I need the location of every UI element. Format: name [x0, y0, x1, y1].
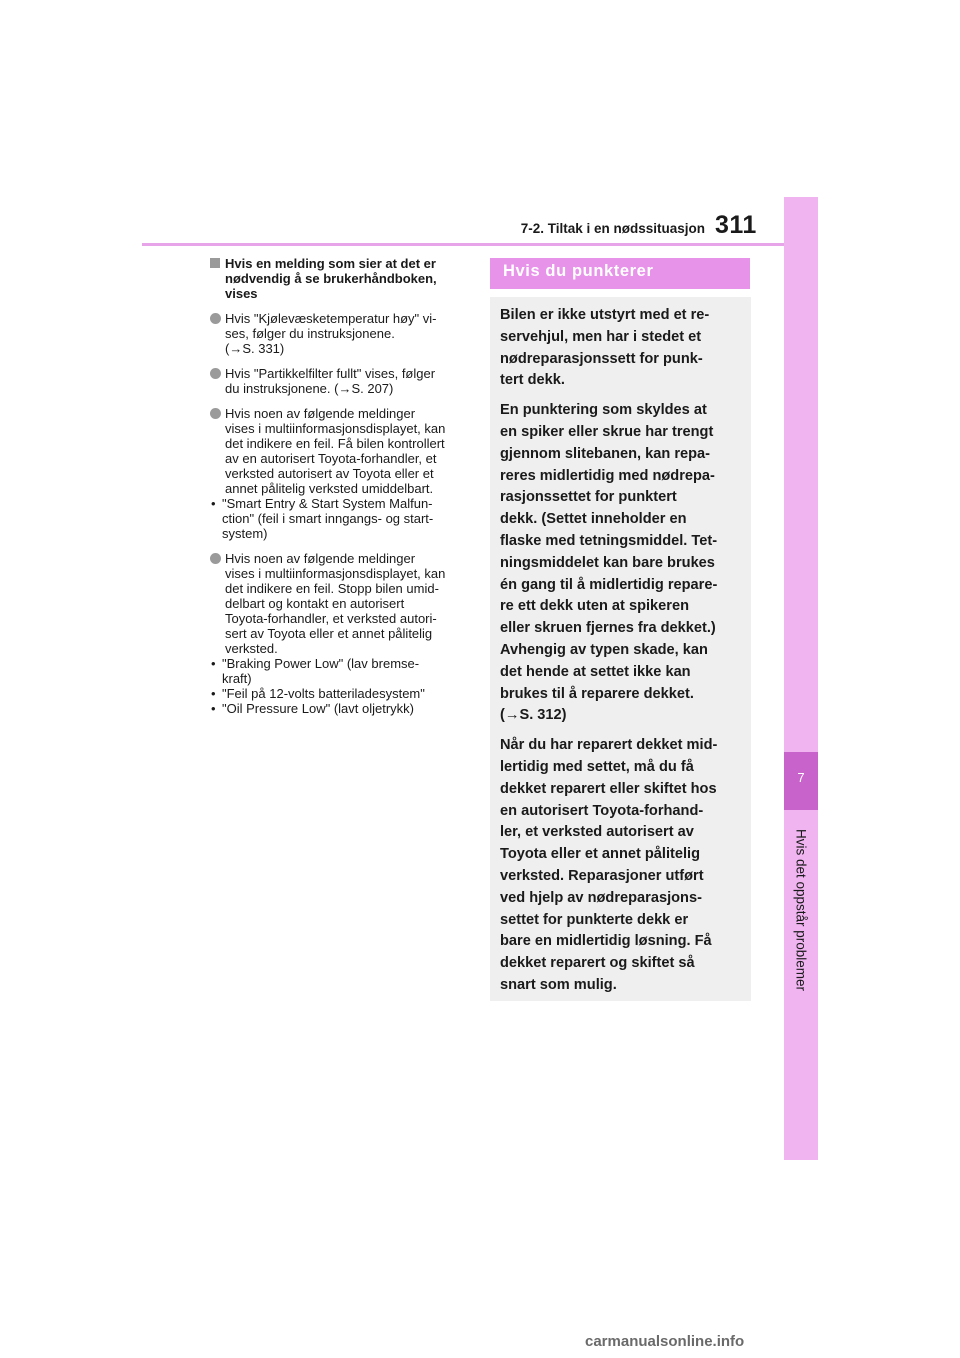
- text-line: Hvis noen av følgende meldinger: [225, 551, 416, 566]
- message-list: [210, 256, 468, 726]
- text-line: det hende at settet ikke kan: [500, 663, 691, 680]
- sub-list-item: [210, 701, 468, 716]
- square-bullet-icon: [210, 258, 220, 268]
- text-line: re ett dekk uten at spikeren: [500, 598, 689, 615]
- sub-list: [210, 656, 468, 716]
- text-line: • "Smart Entry & Start System Malfun-: [222, 496, 433, 511]
- text-line: • "Feil på 12-volts batteriladesystem": [222, 686, 425, 701]
- text-line: reres midlertidig med nødrepa-: [500, 467, 715, 484]
- sub-list-item: [210, 686, 468, 701]
- text-line: nødreparasjonssett for punk-: [500, 350, 703, 367]
- text-line: system): [222, 526, 268, 541]
- text-line: vises i multiinformasjonsdisplayet, kan: [225, 421, 446, 436]
- info-box-title: Hvis du punkterer: [503, 262, 654, 280]
- info-box-text: [500, 305, 746, 1005]
- text-line: rasjonssettet for punktert: [500, 489, 677, 506]
- circle-bullet-icon: [210, 553, 221, 564]
- list-item: [210, 406, 468, 496]
- sub-list-item: [210, 656, 468, 686]
- text-line: Hvis noen av følgende meldinger: [225, 406, 416, 421]
- text-line: én gang til å midlertidig repare-: [500, 576, 718, 593]
- sub-list-item: [210, 496, 468, 541]
- text-line: annet pålitelig verksted umiddelbart.: [225, 481, 434, 496]
- text-line: tert dekk.: [500, 372, 565, 389]
- text-line: Hvis "Kjølevæsketemperatur høy" vi-: [225, 311, 437, 326]
- text-line: Avhengig av typen skade, kan: [500, 641, 708, 658]
- info-paragraph: [500, 735, 746, 997]
- text-line: gjennom slitebanen, kan repa-: [500, 445, 711, 462]
- text-line: nødvendig å se brukerhåndboken,: [225, 271, 437, 286]
- section-title: 7-2. Tiltak i en nødssituasjon: [520, 221, 705, 236]
- circle-bullet-icon: [210, 368, 221, 379]
- subsection-heading: [210, 256, 468, 301]
- text-line: en autorisert Toyota-forhand-: [500, 802, 704, 819]
- text-line: dekket reparert og skiftet så: [500, 955, 695, 972]
- text-line: ses, følger du instruksjonene.: [225, 326, 395, 341]
- text-line: (→S. 331): [225, 341, 285, 356]
- page-number: 311: [715, 211, 757, 239]
- text-line: lertidig med settet, må du få: [500, 758, 694, 775]
- text-line: av en autorisert Toyota-forhandler, et: [225, 451, 437, 466]
- chapter-title: Hvis det oppstår problemer: [793, 828, 809, 992]
- text-line: Bilen er ikke utstyrt med et re-: [500, 307, 710, 323]
- text-line: (→S. 312): [500, 707, 567, 724]
- list-item: [210, 311, 468, 356]
- watermark: carmanualsonline.info: [585, 1333, 745, 1350]
- text-line: Hvis "Partikkelfilter fullt" vises, følger: [225, 366, 436, 381]
- sub-list: [210, 496, 468, 541]
- text-line: Når du har reparert dekket mid-: [500, 737, 718, 754]
- text-line: det indikere en feil. Stopp bilen umid-: [225, 581, 439, 596]
- text-line: ningsmiddelet kan bare brukes: [500, 554, 715, 571]
- text-line: det indikere en feil. Få bilen kontrollert: [225, 436, 445, 451]
- text-line: eller skruen fjernes fra dekket.): [500, 620, 716, 637]
- circle-bullet-icon: [210, 408, 221, 419]
- list-item: [210, 366, 468, 396]
- text-line: En punktering som skyldes at: [500, 402, 707, 419]
- header-divider: [142, 243, 784, 246]
- list-item: [210, 551, 468, 656]
- text-line: brukes til å reparere dekket.: [500, 685, 694, 702]
- text-line: vises i multiinformasjonsdisplayet, kan: [225, 566, 446, 581]
- text-line: • "Oil Pressure Low" (lavt oljetrykk): [222, 701, 414, 716]
- text-line: en spiker eller skrue har trengt: [500, 423, 714, 440]
- info-paragraph: [500, 305, 746, 392]
- text-line: delbart og kontakt en autorisert: [225, 596, 405, 611]
- text-line: bare en midlertidig løsning. Få: [500, 933, 712, 950]
- text-line: dekk. (Settet inneholder en: [500, 511, 687, 528]
- text-line: verksted.: [225, 641, 278, 656]
- text-line: verksted autorisert av Toyota eller et: [225, 466, 434, 481]
- text-line: sert av Toyota eller et annet pålitelig: [225, 626, 433, 641]
- circle-bullet-icon: [210, 313, 221, 324]
- text-line: ved hjelp av nødreparasjons-: [500, 889, 702, 906]
- text-line: du instruksjonene. (→S. 207): [225, 381, 394, 396]
- text-line: dekket reparert eller skiftet hos: [500, 780, 717, 797]
- text-line: flaske med tetningsmiddel. Tet-: [500, 532, 718, 549]
- text-line: kraft): [222, 671, 252, 686]
- text-line: verksted. Reparasjoner utført: [500, 867, 704, 884]
- text-line: servehjul, men har i stedet et: [500, 328, 702, 345]
- text-line: • "Braking Power Low" (lav bremse-: [222, 656, 420, 671]
- text-line: Hvis en melding som sier at det er: [225, 256, 436, 271]
- text-line: Toyota-forhandler, et verksted autori-: [225, 611, 437, 626]
- text-line: vises: [225, 286, 258, 301]
- chapter-side-tab: [784, 197, 818, 1160]
- text-line: Toyota eller et annet pålitelig: [500, 846, 701, 863]
- chapter-number: 7: [797, 770, 805, 785]
- text-line: settet for punkterte dekk er: [500, 911, 689, 928]
- text-line: ction" (feil i smart inngangs- og start-: [222, 511, 434, 526]
- info-paragraph: [500, 400, 746, 727]
- text-line: snart som mulig.: [500, 976, 617, 993]
- text-line: ler, et verksted autorisert av: [500, 824, 694, 841]
